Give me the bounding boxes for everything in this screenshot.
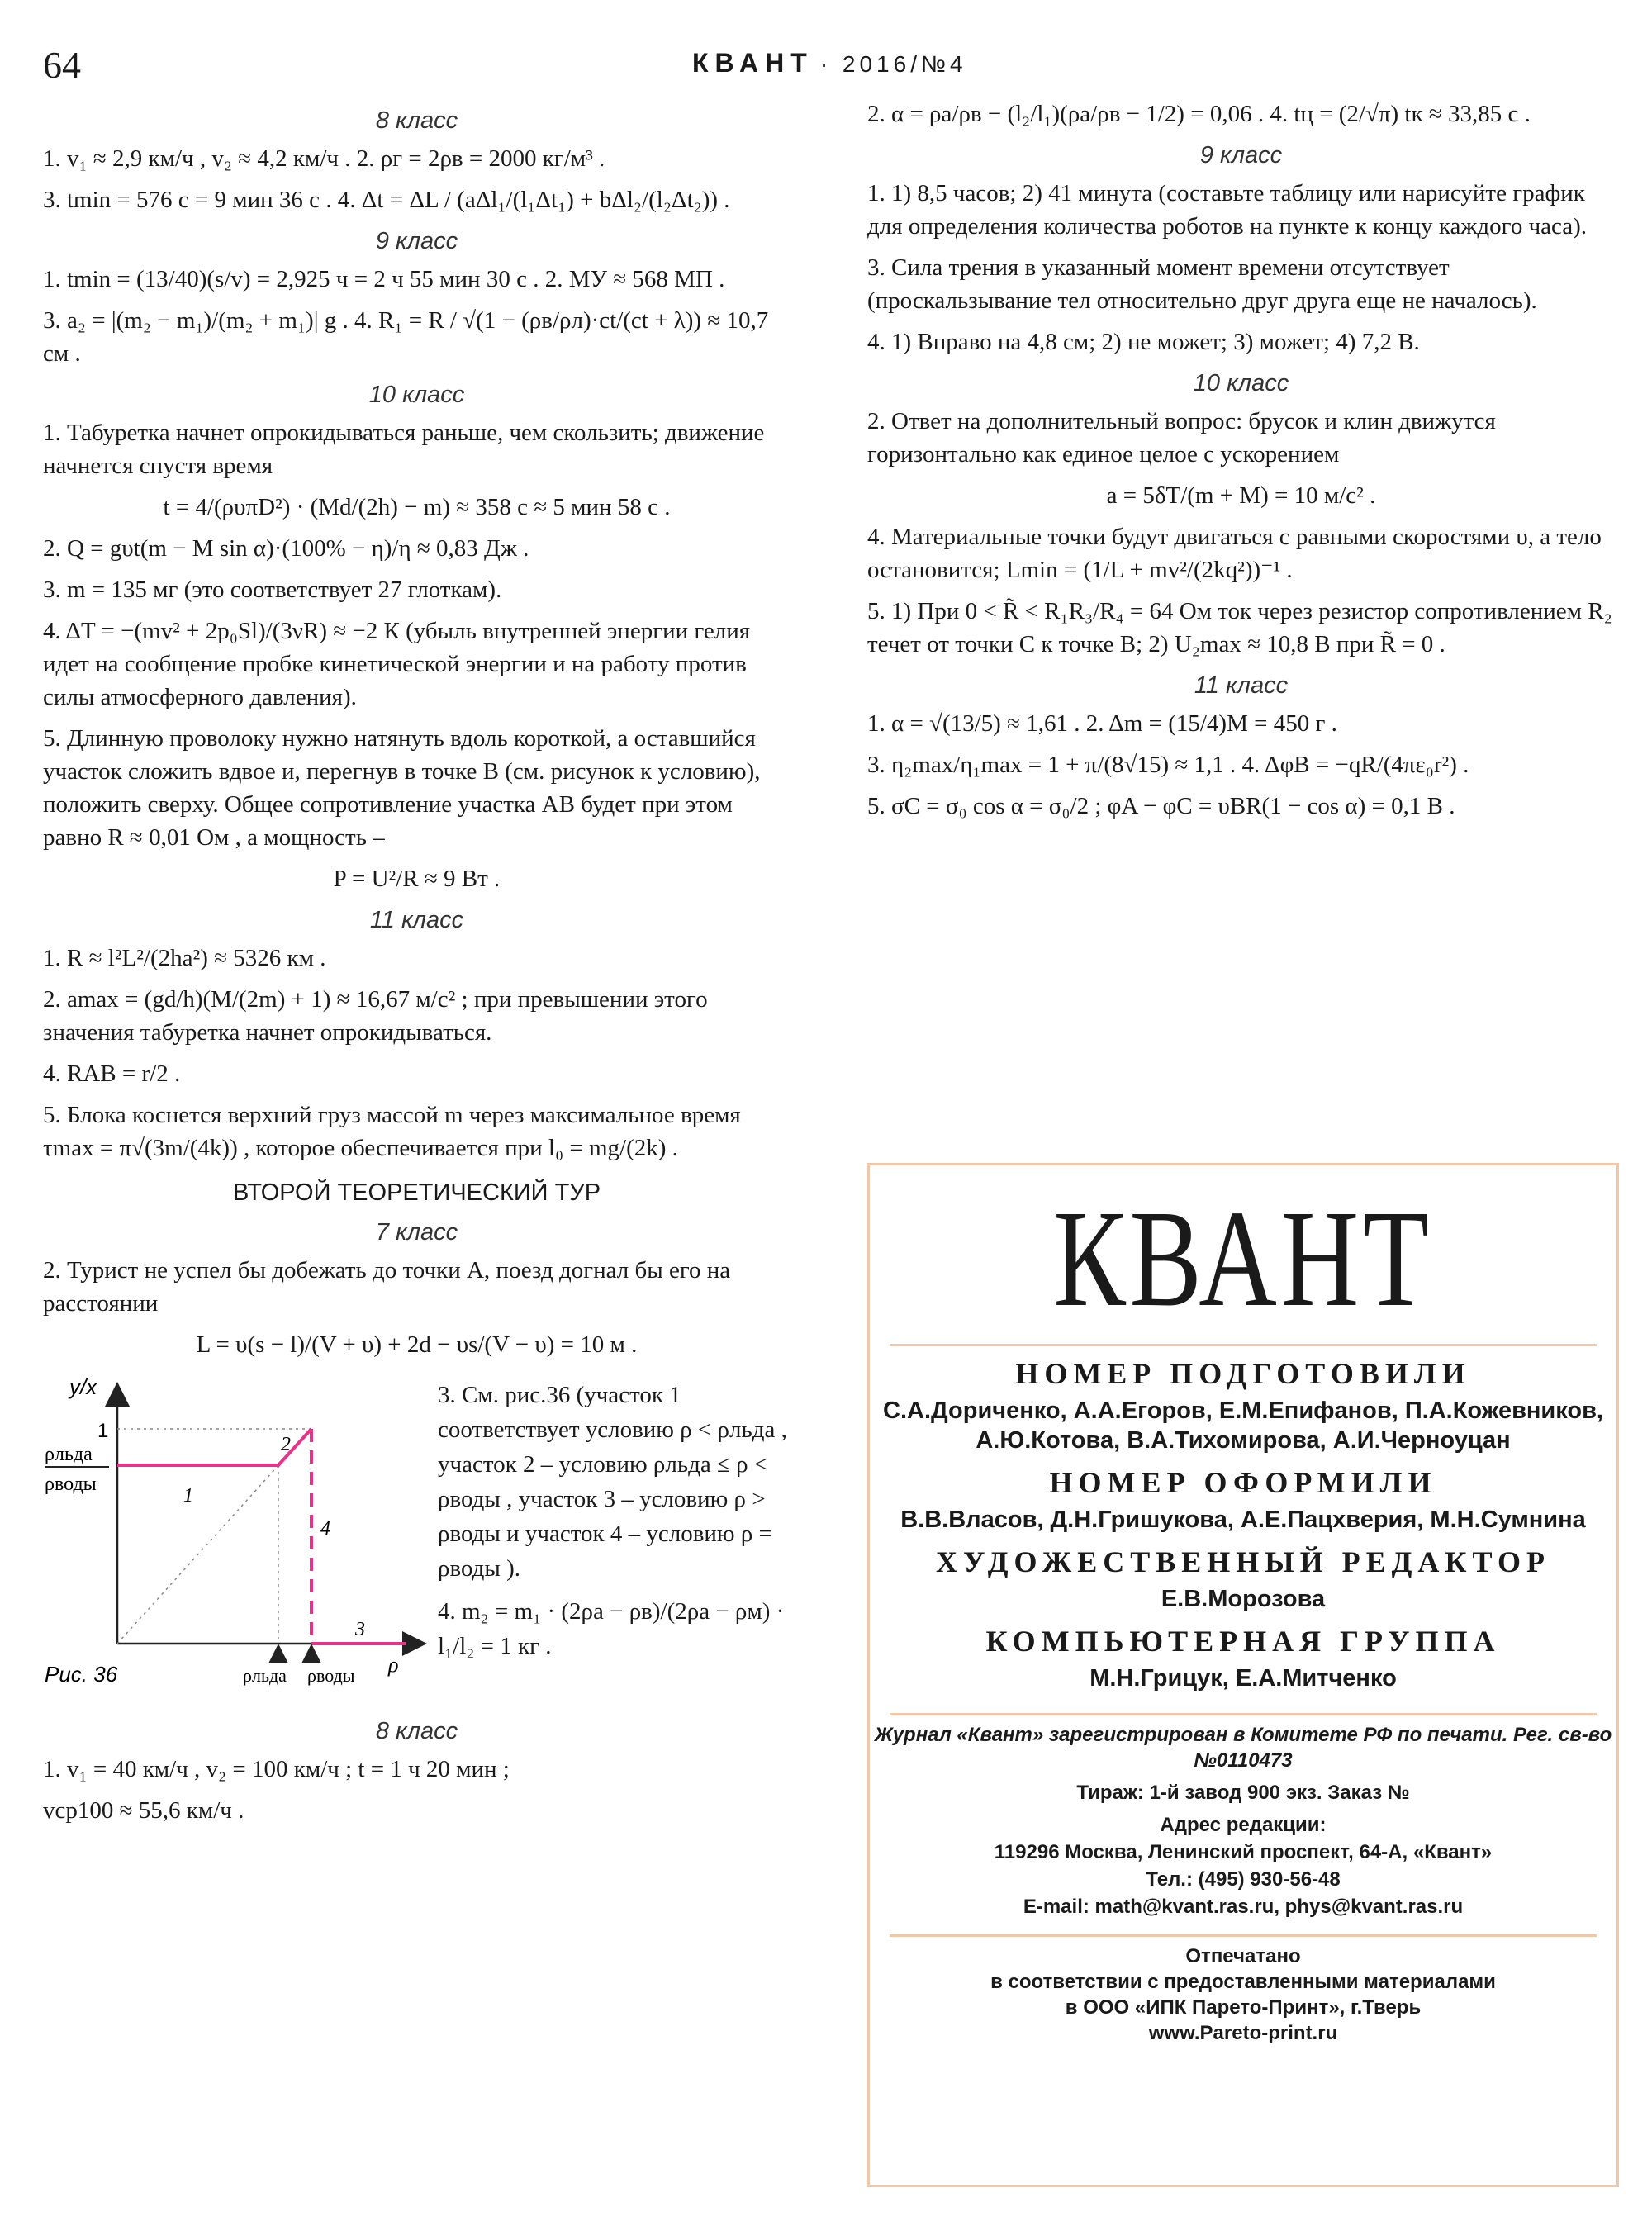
formula: t = 4/(ρυπD²) · (Md/(2h) − m) ≈ 358 с ≈ 5 мин 58 с . bbox=[163, 494, 671, 520]
y-axis-label: y/x bbox=[69, 1374, 97, 1399]
colophon-heading: НОМЕР ОФОРМИЛИ bbox=[1049, 1466, 1437, 1499]
answer-paragraph: 3. См. рис.36 (участок 1 соответствует условию ρ < ρльда , участок 2 – условию ρльда ≤ ρ < ρводы , участок 3 – условию ρ > ρводы и участок 4 – условию ρ = ρводы ). bbox=[438, 1382, 787, 1582]
email-text: E-mail: math@kvant.ras.ru, phys@kvant.ras.ru bbox=[1023, 1896, 1464, 1918]
answer-paragraph: 5. Длинную проволоку нужно натянуть вдоль короткой, а оставшийся участок сложить вдвое и, перегнув в точке B (см. рисунок к условию), положить сверху. Общее сопротивление участка AB будет при этом равно R ≈ 0,01 Ом , а мощность – bbox=[43, 725, 761, 851]
section-title-10r: 10 класс bbox=[1193, 370, 1289, 396]
answer-paragraph: 2. Q = gυt(m − M sin α)·(100% − η)/η ≈ 0,83 Дж . bbox=[43, 535, 529, 562]
answer-line: 3. tmin = 576 с = 9 мин 36 с . 4. Δt = ΔL / (aΔl₁/(l₁Δt₁) + bΔl₂/(l₂Δt₂)) . bbox=[43, 187, 730, 213]
colophon-names: В.В.Власов, Д.Н.Гришукова, А.Е.Пацхверия, М.Н.Сумнина bbox=[900, 1507, 1586, 1533]
tour-title: ВТОРОЙ ТЕОРЕТИЧЕСКИЙ ТУР bbox=[232, 1179, 601, 1206]
registration-info bbox=[870, 1722, 1616, 1919]
answer-line: 3. η₂max/η₁max = 1 + π/(8√15) ≈ 1,1 . 4. ΔφB = −qR/(4πε₀r²) . bbox=[867, 752, 1469, 778]
answer-paragraph: 4. Материальные точки будут двигаться с равными скоростями υ, а тело остановится; Lmin = (1/L + mv²/(2kq²))⁻¹ . bbox=[867, 524, 1602, 583]
answer-paragraph: 5. 1) При 0 < R̃ < R₁R₃/R₄ = 64 Ом ток через резистор сопротивлением R₂ течет от точки C к точке B; 2) U₂max ≈ 10,8 В при R̃ = 0 . bbox=[867, 598, 1612, 657]
issue-number: · 2016/№4 bbox=[819, 51, 967, 77]
kvant-logo: КВАНТ bbox=[1053, 1182, 1433, 1336]
colophon-heading: ХУДОЖЕСТВЕННЫЙ РЕДАКТОР bbox=[935, 1545, 1551, 1578]
answer-line: 1. v₁ ≈ 2,9 км/ч , v₂ ≈ 4,2 км/ч . 2. ρг = 2ρв = 2000 кг/м³ . bbox=[43, 145, 605, 172]
x-tick-ice: ρльда bbox=[243, 1665, 287, 1686]
right-column bbox=[867, 97, 1615, 831]
answer-line: 1. α = √(13/5) ≈ 1,61 . 2. Δm = (15/4)M = 450 г . bbox=[867, 710, 1337, 737]
printing-line: Отпечатано bbox=[1185, 1945, 1301, 1967]
left-column bbox=[43, 97, 790, 1835]
colophon-names: М.Н.Грицук, Е.А.Митченко bbox=[1089, 1665, 1397, 1692]
answer-line: 1. tmin = (13/40)(s/v) = 2,925 ч = 2 ч 55 мин 30 с . 2. MУ ≈ 568 MП . bbox=[43, 266, 725, 292]
answer-line: 3. a₂ = |(m₂ − m₁)/(m₂ + m₁)| g . 4. R₁ = R / √(1 − (ρв/ρл)·ct/(ct + λ)) ≈ 10,7 см . bbox=[43, 307, 769, 367]
segment-1-label: 1 bbox=[183, 1485, 193, 1507]
formula: a = 5δT/(m + M) = 10 м/с² . bbox=[1106, 482, 1376, 509]
phone-text: Тел.: (495) 930-56-48 bbox=[1146, 1868, 1341, 1891]
registration-text: Журнал «Квант» зарегистрирован в Комитете РФ по печати. Рег. св-во №0110473 bbox=[874, 1724, 1612, 1772]
formula: P = U²/R ≈ 9 Вт . bbox=[333, 866, 501, 892]
section-title-11r: 11 класс bbox=[1194, 672, 1289, 699]
colophon-heading: НОМЕР ПОДГОТОВИЛИ bbox=[1015, 1357, 1471, 1390]
answer-paragraph: 4. 1) Вправо на 4,8 см; 2) не может; 3) может; 4) 7,2 В. bbox=[867, 329, 1420, 355]
answer-paragraph: 2. Ответ на дополнительный вопрос: брусок и клин движутся горизонтально как единое целое с ускорением bbox=[867, 408, 1496, 467]
answer-paragraph: 4. RAB = r/2 . bbox=[43, 1061, 181, 1087]
divider bbox=[890, 1934, 1597, 1937]
answer-paragraph: 2. Турист не успел бы добежать до точки A, поезд догнал бы его на расстоянии bbox=[43, 1257, 731, 1317]
segment-4-label: 4 bbox=[320, 1518, 330, 1540]
section-title-8: 8 класс bbox=[375, 107, 458, 134]
page-number: 64 bbox=[43, 44, 81, 86]
x-tick-water: ρводы bbox=[307, 1665, 355, 1686]
x-axis-label: ρ bbox=[388, 1653, 399, 1677]
y-tick-1: 1 bbox=[97, 1420, 109, 1442]
figure-caption: Рис. 36 bbox=[45, 1662, 118, 1687]
divider bbox=[890, 1344, 1597, 1346]
section-title-9: 9 класс bbox=[375, 228, 458, 254]
answer-paragraph: 2. amax = (gd/h)(M/(2m) + 1) ≈ 16,67 м/с² ; при превышении этого значения табуретка начнет опрокидываться. bbox=[43, 986, 708, 1046]
answer-paragraph: 1. 1) 8,5 часов; 2) 41 минута (составьте таблицу или нарисуйте график для определения количества роботов на пункте к концу каждого часа). bbox=[867, 180, 1588, 240]
answer-paragraph: 3. Сила трения в указанный момент времени отсутствует (проскальзывание тел относительно друг друга еще не началось). bbox=[867, 254, 1537, 314]
section-title-9r: 9 класс bbox=[1199, 142, 1283, 168]
formula: L = υ(s − l)/(V + υ) + 2d − υs/(V − υ) = 10 м . bbox=[196, 1331, 638, 1358]
answer-paragraph: 4. ΔT = −(mv² + 2p₀Sl)/(3νR) ≈ −2 К (убыль внутренней энергии гелия идет на сообщение пробке кинетической энергии и на работу против силы атмосферного давления). bbox=[43, 618, 751, 710]
answer-line: 1. v₁ = 40 км/ч , v₂ = 100 км/ч ; t = 1 ч 20 мин ; bbox=[43, 1756, 510, 1782]
section-title-8b: 8 класс bbox=[375, 1718, 458, 1744]
figure-side-text bbox=[438, 1378, 793, 1672]
y-ratio-numerator: ρльда bbox=[45, 1444, 93, 1465]
answer-paragraph: 1. Табуретка начнет опрокидываться раньше, чем скользить; движение начнется спустя время bbox=[43, 420, 765, 479]
segment-3-label: 3 bbox=[355, 1619, 365, 1640]
address-title: Адрес редакции: bbox=[1160, 1814, 1327, 1836]
printing-line: в ООО «ИПК Парето-Принт», г.Тверь bbox=[1065, 1996, 1422, 2019]
printing-info bbox=[870, 1943, 1616, 2046]
section-title-10: 10 класс bbox=[368, 382, 465, 408]
answer-line: vср100 ≈ 55,6 км/ч . bbox=[43, 1797, 244, 1824]
section-title-11: 11 класс bbox=[369, 907, 464, 933]
answer-paragraph: 3. m = 135 мг (это соответствует 27 глоткам). bbox=[43, 577, 502, 603]
printing-line: в соответствии с предоставленными материалами bbox=[990, 1971, 1496, 1993]
circulation-text: Тираж: 1-й завод 900 экз. Заказ № bbox=[1076, 1782, 1410, 1804]
y-ratio-denominator: ρводы bbox=[45, 1473, 97, 1495]
figure-36-diagram bbox=[43, 1369, 431, 1708]
answer-line: 5. σC = σ₀ cos α = σ₀/2 ; φA − φC = υBR(1 − cos α) = 0,1 В . bbox=[867, 793, 1455, 819]
answer-paragraph: 1. R ≈ l²L²/(2ha²) ≈ 5326 км . bbox=[43, 945, 326, 971]
printer-website: www.Pareto-print.ru bbox=[1148, 2022, 1338, 2044]
answer-paragraph: 5. Блока коснется верхний груз массой m через максимальное время τmax = π√(3m/(4k)) , которое обеспечивается при l₀ = mg/(2k) . bbox=[43, 1102, 741, 1161]
answer-line: 2. α = ρа/ρв − (l₂/l₁)(ρа/ρв − 1/2) = 0,06 . 4. tц = (2/√π) tк ≈ 33,85 с . bbox=[867, 101, 1531, 127]
colophon-heading: КОМПЬЮТЕРНАЯ ГРУППА bbox=[985, 1625, 1501, 1658]
running-header bbox=[692, 48, 967, 78]
magazine-name: КВАНТ bbox=[692, 48, 814, 78]
section-title-7: 7 класс bbox=[375, 1219, 458, 1246]
answer-paragraph: 4. m₂ = m₁ · (2ρа − ρв)/(2ρа − ρм) · l₁/l₂ = 1 кг . bbox=[438, 1598, 785, 1659]
segment-2-label: 2 bbox=[281, 1434, 291, 1455]
divider bbox=[890, 1713, 1597, 1715]
colophon-names: С.А.Дориченко, А.А.Егоров, Е.М.Епифанов, П.А.Кожевников, А.Ю.Котова, В.А.Тихомирова, А.И.Черноуцан bbox=[883, 1397, 1603, 1454]
colophon-names: Е.В.Морозова bbox=[1161, 1586, 1326, 1612]
address-text: 119296 Москва, Ленинский проспект, 64-А, «Квант» bbox=[994, 1841, 1493, 1863]
figure-36 bbox=[43, 1369, 790, 1708]
colophon-box bbox=[867, 1163, 1619, 2187]
